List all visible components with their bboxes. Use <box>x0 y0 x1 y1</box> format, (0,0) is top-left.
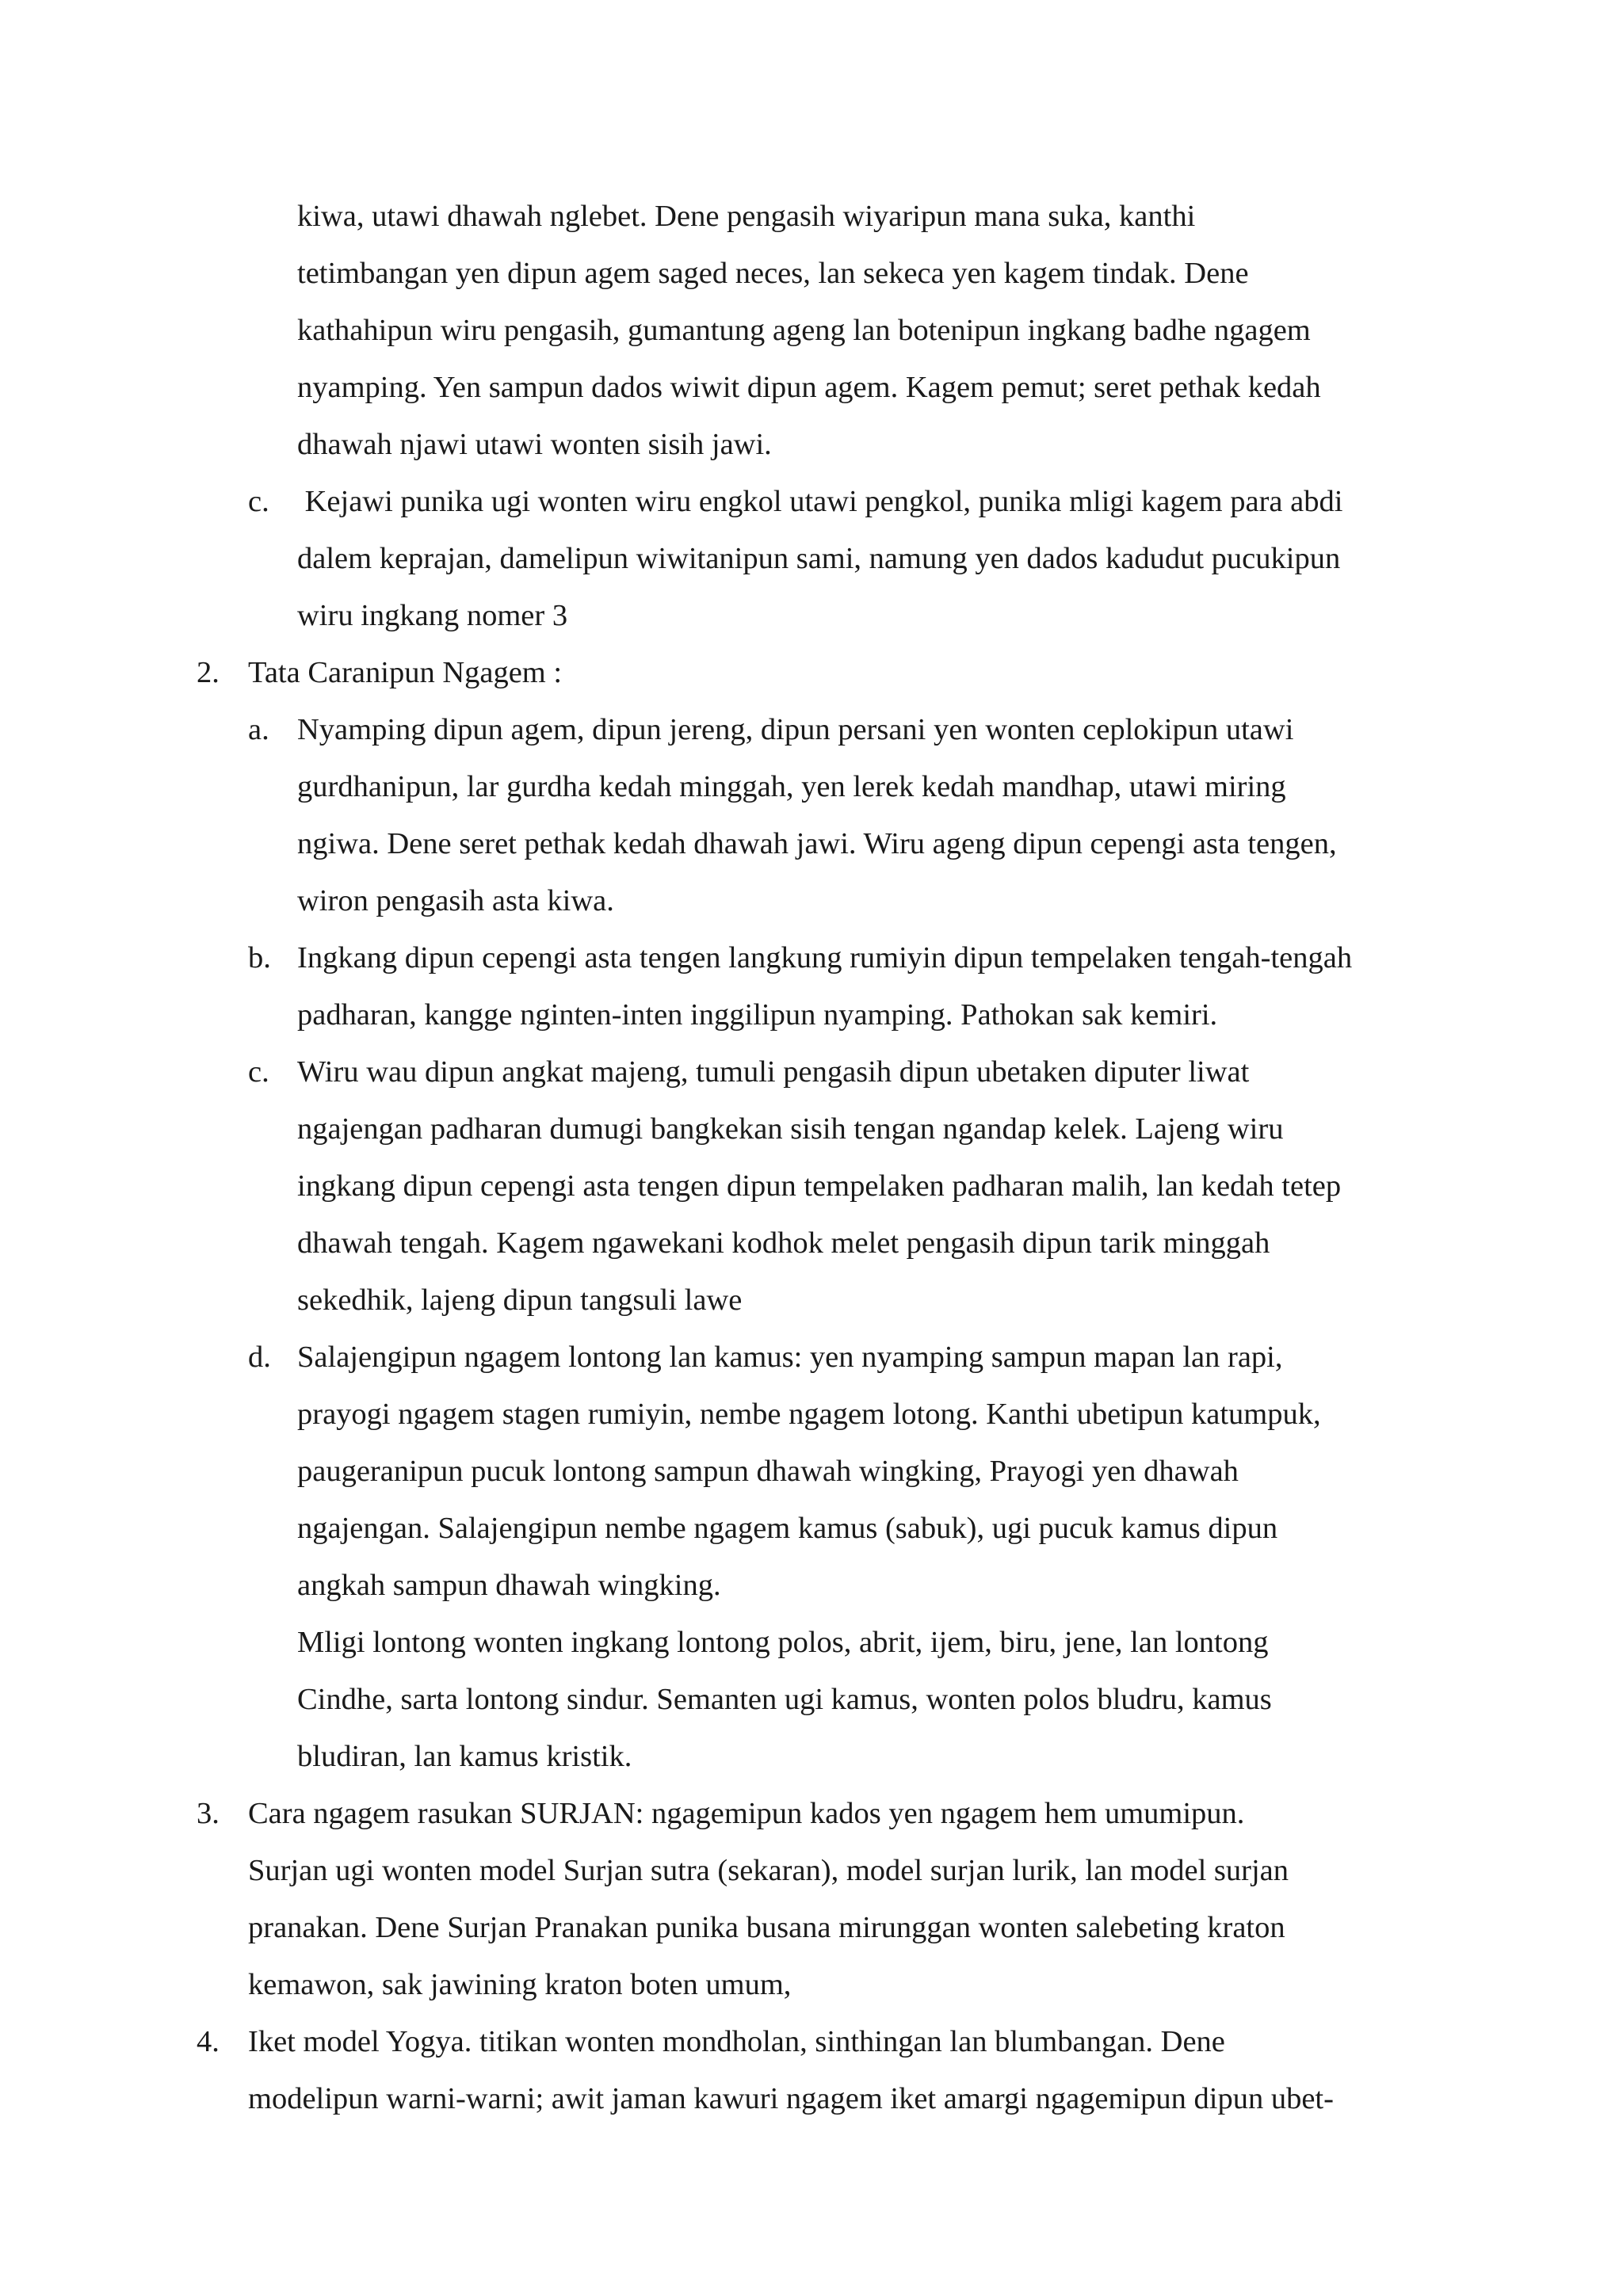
text-line: ngiwa. Dene seret pethak kedah dhawah jawi. Wiru ageng dipun cepengi asta tengen, <box>297 827 1337 860</box>
section-heading: Tata Caranipun Ngagem : <box>248 656 563 689</box>
list-marker: c. <box>248 1055 269 1089</box>
text-line: kathahipun wiru pengasih, gumantung ageng lan botenipun ingkang badhe ngagem <box>297 314 1311 347</box>
text-line: prayogi ngagem stagen rumiyin, nembe ngagem lotong. Kanthi ubetipun katumpuk, <box>297 1398 1321 1431</box>
text-line: Salajengipun ngagem lontong lan kamus: yen nyamping sampun mapan lan rapi, <box>297 1341 1283 1374</box>
text-line: dhawah tengah. Kagem ngawekani kodhok melet pengasih dipun tarik minggah <box>297 1226 1270 1260</box>
list-marker: 2. <box>197 656 220 689</box>
text-line: paugeranipun pucuk lontong sampun dhawah wingking, Prayogi yen dhawah <box>297 1455 1239 1488</box>
text-line: tetimbangan yen dipun agem saged neces, lan sekeca yen kagem tindak. Dene <box>297 257 1249 290</box>
text-line: padharan, kangge nginten-inten inggilipun nyamping. Pathokan sak kemiri. <box>297 998 1218 1032</box>
list-marker: 3. <box>197 1797 220 1830</box>
text-line: nyamping. Yen sampun dados wiwit dipun agem. Kagem pemut; seret pethak kedah <box>297 371 1321 404</box>
text-line: Kejawi punika ugi wonten wiru engkol utawi pengkol, punika mligi kagem para abdi <box>297 485 1343 518</box>
text-line: Cara ngagem rasukan SURJAN: ngagemipun kados yen ngagem hem umumipun. <box>248 1797 1245 1830</box>
text-line: Surjan ugi wonten model Surjan sutra (sekaran), model surjan lurik, lan model surjan <box>248 1854 1289 1887</box>
text-line: angkah sampun dhawah wingking. <box>297 1569 721 1602</box>
text-line: gurdhanipun, lar gurdha kedah minggah, yen lerek kedah mandhap, utawi miring <box>297 770 1286 803</box>
text-line: Ingkang dipun cepengi asta tengen langkung rumiyin dipun tempelaken tengah-tengah <box>297 941 1353 974</box>
list-marker: a. <box>248 713 269 746</box>
list-marker: c. <box>248 485 269 518</box>
text-line: ngajengan padharan dumugi bangkekan sisih tengan ngandap kelek. Lajeng wiru <box>297 1112 1284 1146</box>
text-line: modelipun warni-warni; awit jaman kawuri ngagem iket amargi ngagemipun dipun ubet- <box>248 2082 1334 2115</box>
text-line: pranakan. Dene Surjan Pranakan punika busana mirunggan wonten salebeting kraton <box>248 1911 1285 1944</box>
text-line: kemawon, sak jawining kraton boten umum, <box>248 1968 792 2001</box>
text-line: wiru ingkang nomer 3 <box>297 599 568 632</box>
text-line: Wiru wau dipun angkat majeng, tumuli pengasih dipun ubetaken diputer liwat <box>297 1055 1250 1089</box>
text-line: Nyamping dipun agem, dipun jereng, dipun persani yen wonten ceplokipun utawi <box>297 713 1294 746</box>
text-line: dhawah njawi utawi wonten sisih jawi. <box>297 428 772 461</box>
text-line: bludiran, lan kamus kristik. <box>297 1740 632 1773</box>
text-line: wiron pengasih asta kiwa. <box>297 884 614 917</box>
text-line: sekedhik, lajeng dipun tangsuli lawe <box>297 1283 743 1317</box>
text-line: kiwa, utawi dhawah nglebet. Dene pengasih wiyaripun mana suka, kanthi <box>297 200 1196 233</box>
text-line: ingkang dipun cepengi asta tengen dipun tempelaken padharan malih, lan kedah tetep <box>297 1169 1342 1203</box>
text-line: dalem keprajan, damelipun wiwitanipun sami, namung yen dados kadudut pucukipun <box>297 542 1341 575</box>
text-line: Mligi lontong wonten ingkang lontong polos, abrit, ijem, biru, jene, lan lontong <box>297 1626 1269 1659</box>
text-line: Iket model Yogya. titikan wonten mondholan, sinthingan lan blumbangan. Dene <box>248 2025 1225 2058</box>
list-marker: b. <box>248 941 271 974</box>
text-line: Cindhe, sarta lontong sindur. Semanten ugi kamus, wonten polos bludru, kamus <box>297 1683 1272 1716</box>
list-marker: d. <box>248 1341 271 1374</box>
list-marker: 4. <box>197 2025 220 2058</box>
text-line: ngajengan. Salajengipun nembe ngagem kamus (sabuk), ugi pucuk kamus dipun <box>297 1512 1278 1545</box>
